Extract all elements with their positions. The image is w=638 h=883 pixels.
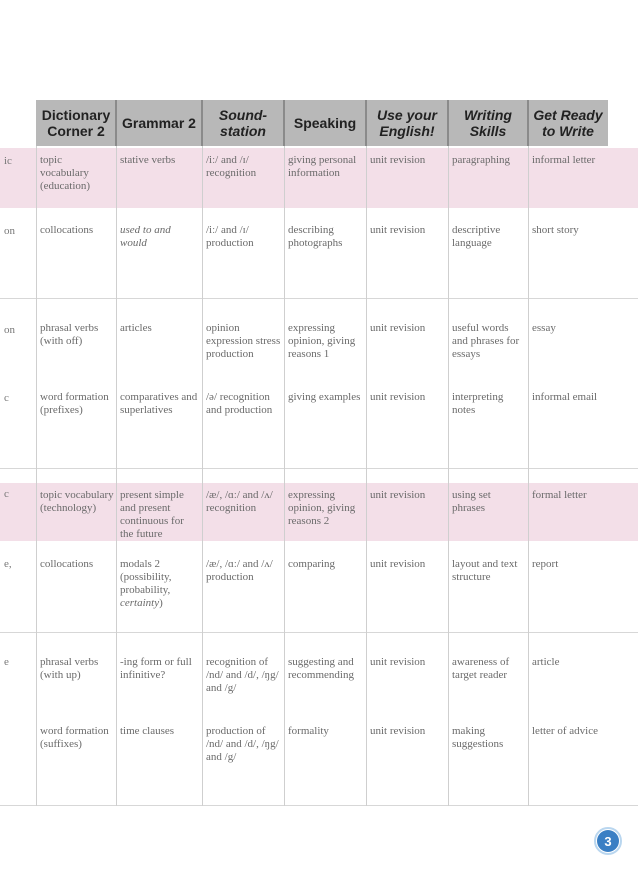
cell-vocabulary: word formation (suffixes)	[40, 725, 109, 750]
header-grammar: Grammar 2	[116, 100, 202, 146]
cutoff-text: e,	[4, 558, 12, 570]
cell-speaking: formality	[288, 725, 329, 737]
cell-speaking: suggesting and recommending	[288, 656, 354, 681]
divider	[0, 805, 638, 806]
cell-use-english: unit revision	[370, 725, 426, 737]
divider	[0, 298, 638, 299]
cell-use-english: unit revision	[370, 558, 426, 570]
cell-speaking: describing photographs	[288, 224, 343, 249]
header-separator	[115, 100, 117, 146]
cell-grammar: time clauses	[120, 725, 175, 737]
cell-writing: descriptive language	[452, 224, 501, 249]
cell-sound: /ə/ recognition and production	[206, 391, 273, 416]
cell-sound: /æ/, /ɑː/ and /ʌ/ recognition	[206, 489, 273, 514]
cell-sound: opinion expression stress production	[206, 322, 281, 360]
cell-sound: /æ/, /ɑː/ and /ʌ/ production	[206, 558, 273, 583]
header-speaking: Speaking	[284, 100, 366, 146]
cell-get-ready: article	[532, 656, 560, 668]
cell-grammar: articles	[120, 322, 152, 334]
header-dictionary-corner: Dictionary Corner 2	[36, 100, 116, 146]
header-separator	[283, 100, 285, 146]
cell-use-english: unit revision	[370, 489, 426, 501]
header-separator	[201, 100, 203, 146]
cell-sound: recognition of /nd/ and /d/, /ŋg/ and /g/	[206, 656, 279, 694]
column-line	[528, 146, 529, 806]
cell-get-ready: informal email	[532, 391, 598, 403]
divider	[0, 632, 638, 633]
cell-writing: awareness of target reader	[452, 656, 510, 681]
cell-get-ready: informal letter	[532, 154, 596, 166]
cell-vocabulary: topic vocabulary (education)	[40, 154, 91, 192]
cell-writing: useful words and phrases for essays	[452, 322, 520, 360]
header-separator	[527, 100, 529, 146]
cell-use-english: unit revision	[370, 224, 426, 236]
cell-vocabulary: topic vocabulary (technology)	[40, 489, 114, 514]
cell-use-english: unit revision	[370, 391, 426, 403]
column-line	[448, 146, 449, 806]
header-sound-station: Sound-station	[202, 100, 284, 146]
cutoff-text: ic	[4, 155, 12, 167]
cell-vocabulary: collocations	[40, 224, 94, 236]
cutoff-text: c	[4, 488, 9, 500]
cell-get-ready: letter of advice	[532, 725, 598, 737]
cutoff-text: on	[4, 225, 15, 237]
divider	[0, 468, 638, 469]
cell-vocabulary: phrasal verbs (with up)	[40, 656, 99, 681]
cell-get-ready: essay	[532, 322, 556, 334]
column-line	[366, 146, 367, 806]
cell-get-ready: report	[532, 558, 559, 570]
header-writing-skills: Writing Skills	[448, 100, 528, 146]
cell-grammar: used to and would	[120, 224, 171, 249]
cell-grammar: comparatives and superlatives	[120, 391, 198, 416]
cell-speaking: expressing opinion, giving reasons 2	[288, 489, 356, 527]
cell-grammar: modals 2 (possibility, probability, certainty)	[120, 558, 172, 609]
cell-writing: using set phrases	[452, 489, 491, 514]
cutoff-text: e	[4, 656, 9, 668]
cell-use-english: unit revision	[370, 322, 426, 334]
cell-sound: production of /nd/ and /d/, /ŋg/ and /g/	[206, 725, 279, 763]
cell-grammar: -ing form or full infinitive?	[120, 656, 192, 681]
header-use-your-english: Use your English!	[366, 100, 448, 146]
cell-use-english: unit revision	[370, 656, 426, 668]
cell-writing: making suggestions	[452, 725, 504, 750]
header-separator	[365, 100, 367, 146]
cell-sound: /iː/ and /ɪ/ recognition	[206, 154, 257, 179]
cell-grammar: present simple and present continuous for the future	[120, 489, 184, 540]
cell-speaking: giving examples	[288, 391, 361, 403]
cell-use-english: unit revision	[370, 154, 426, 166]
cutoff-text: on	[4, 324, 15, 336]
cell-speaking: giving personal information	[288, 154, 357, 179]
cell-sound: /iː/ and /ɪ/ production	[206, 224, 254, 249]
column-line	[284, 146, 285, 806]
page-number-badge: 3	[597, 830, 619, 852]
header-separator	[447, 100, 449, 146]
cell-writing: layout and text structure	[452, 558, 518, 583]
cell-speaking: expressing opinion, giving reasons 1	[288, 322, 356, 360]
column-line	[36, 146, 37, 806]
cell-vocabulary: collocations	[40, 558, 94, 570]
cutoff-text: c	[4, 392, 9, 404]
cell-get-ready: formal letter	[532, 489, 587, 501]
cell-writing: paragraphing	[452, 154, 511, 166]
cell-speaking: comparing	[288, 558, 336, 570]
cell-grammar: stative verbs	[120, 154, 176, 166]
column-line	[202, 146, 203, 806]
cell-vocabulary: phrasal verbs (with off)	[40, 322, 99, 347]
cell-vocabulary: word formation (prefixes)	[40, 391, 109, 416]
column-line	[116, 146, 117, 806]
cell-writing: interpreting notes	[452, 391, 504, 416]
cell-get-ready: short story	[532, 224, 579, 236]
header-get-ready-to-write: Get Ready to Write	[528, 100, 608, 146]
